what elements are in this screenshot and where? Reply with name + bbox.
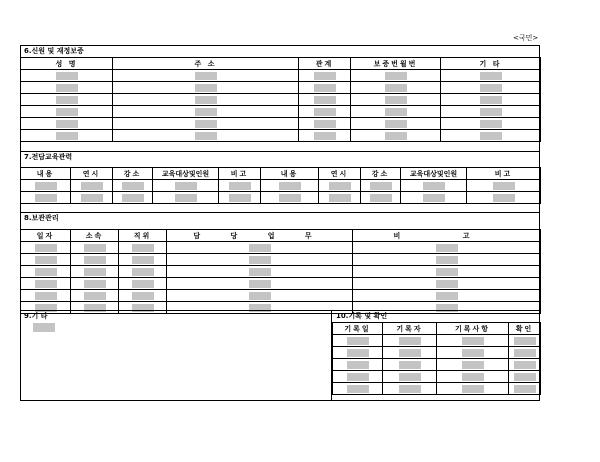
guarantee-cell-fill — [385, 84, 407, 92]
guarantee-header-name: 성 명 — [21, 58, 113, 70]
records-cell-fill — [462, 373, 484, 381]
security-cell-fill — [35, 280, 57, 288]
security-row — [21, 242, 541, 254]
education-cell-fill — [81, 182, 103, 190]
records-cell — [509, 359, 541, 371]
security-cell-fill — [84, 244, 106, 252]
guarantee-cell-fill — [480, 72, 502, 80]
records-cell — [383, 371, 437, 383]
security-cell — [167, 254, 353, 266]
security-cell-fill — [436, 292, 458, 300]
guarantee-cell-fill — [314, 72, 336, 80]
security-cell — [71, 290, 119, 302]
records-table — [332, 322, 541, 395]
guarantee-cell — [441, 94, 541, 106]
section-security-title: 8.보관관리 — [24, 214, 59, 222]
education-cell-fill — [493, 182, 515, 190]
education-row — [21, 192, 541, 204]
classification-label: <국민> — [513, 34, 539, 42]
records-row — [333, 335, 541, 347]
guarantee-header-row — [21, 58, 541, 70]
guarantee-cell-fill — [385, 120, 407, 128]
education-cell-fill — [35, 194, 57, 202]
education-header-note-2: 비고 — [467, 168, 541, 180]
security-cell — [71, 302, 119, 314]
security-row — [21, 266, 541, 278]
security-cell — [167, 266, 353, 278]
education-cell — [153, 192, 219, 204]
education-cell — [261, 192, 319, 204]
guarantee-cell-fill — [56, 96, 78, 104]
security-cell — [119, 302, 167, 314]
education-cell — [401, 192, 467, 204]
guarantee-cell — [299, 130, 351, 142]
education-header-place: 강소 — [113, 168, 153, 180]
education-cell — [319, 192, 361, 204]
education-header-date-2: 연시 — [319, 168, 361, 180]
security-cell-fill — [35, 292, 57, 300]
guarantee-cell-fill — [385, 108, 407, 116]
guarantee-row — [21, 94, 541, 106]
education-cell-fill — [122, 194, 144, 202]
section-other-title: 9.기 타 — [24, 312, 48, 320]
records-cell — [437, 347, 509, 359]
records-cell — [437, 359, 509, 371]
guarantee-cell — [441, 106, 541, 118]
guarantee-row — [21, 106, 541, 118]
security-cell — [119, 290, 167, 302]
guarantee-header-relation: 관계 — [299, 58, 351, 70]
security-cell — [167, 278, 353, 290]
guarantee-cell-fill — [480, 84, 502, 92]
guarantee-cell — [21, 106, 113, 118]
guarantee-cell-fill — [195, 108, 217, 116]
education-cell — [71, 180, 113, 192]
guarantee-cell — [441, 130, 541, 142]
guarantee-table — [20, 57, 541, 142]
security-header-dept: 소속 — [71, 230, 119, 242]
records-cell — [509, 335, 541, 347]
security-cell-fill — [249, 292, 271, 300]
guarantee-cell — [441, 118, 541, 130]
education-cell-fill — [229, 182, 251, 190]
education-cell-fill — [229, 194, 251, 202]
guarantee-cell — [21, 94, 113, 106]
security-cell-fill — [132, 244, 154, 252]
education-cell-fill — [175, 194, 197, 202]
records-cell — [509, 371, 541, 383]
guarantee-cell-fill — [385, 72, 407, 80]
records-row — [333, 383, 541, 395]
security-cell — [71, 278, 119, 290]
education-header-place-2: 강소 — [361, 168, 401, 180]
education-header-content-2: 내용 — [261, 168, 319, 180]
records-header-content: 기록사항 — [437, 323, 509, 335]
education-cell — [113, 180, 153, 192]
divider-section-9 — [20, 310, 540, 311]
guarantee-cell-fill — [195, 132, 217, 140]
guarantee-cell — [113, 130, 299, 142]
education-cell-fill — [329, 194, 351, 202]
guarantee-cell — [21, 82, 113, 94]
divider-section-10 — [331, 310, 332, 401]
security-cell-fill — [436, 280, 458, 288]
security-header-position: 직위 — [119, 230, 167, 242]
security-cell — [353, 278, 541, 290]
security-cell — [353, 242, 541, 254]
guarantee-cell — [113, 118, 299, 130]
records-cell-fill — [462, 361, 484, 369]
records-cell-fill — [347, 337, 369, 345]
records-cell-fill — [462, 337, 484, 345]
guarantee-cell-fill — [314, 108, 336, 116]
records-cell — [333, 383, 383, 395]
security-cell — [71, 266, 119, 278]
records-cell-fill — [514, 349, 536, 357]
security-cell — [119, 242, 167, 254]
records-cell — [333, 371, 383, 383]
security-header-note: 비 고 — [353, 230, 541, 242]
security-cell-fill — [249, 244, 271, 252]
records-cell-fill — [514, 385, 536, 393]
education-cell-fill — [175, 182, 197, 190]
education-cell-fill — [329, 182, 351, 190]
records-cell-fill — [514, 361, 536, 369]
education-cell — [21, 180, 71, 192]
section-education-title: 7.전담교육관력 — [24, 153, 73, 161]
guarantee-cell-fill — [195, 96, 217, 104]
guarantee-header-other: 기 타 — [441, 58, 541, 70]
security-cell-fill — [84, 268, 106, 276]
education-cell — [361, 192, 401, 204]
records-cell-fill — [399, 349, 421, 357]
education-header-target-2: 교육대상및인원 — [401, 168, 467, 180]
guarantee-cell — [21, 70, 113, 82]
records-cell — [383, 359, 437, 371]
guarantee-cell-fill — [56, 132, 78, 140]
education-cell — [467, 192, 541, 204]
security-row — [21, 302, 541, 314]
security-cell — [353, 266, 541, 278]
security-cell-fill — [249, 256, 271, 264]
security-row — [21, 290, 541, 302]
records-cell — [509, 347, 541, 359]
guarantee-cell-fill — [56, 72, 78, 80]
education-cell-fill — [370, 194, 392, 202]
records-cell-fill — [347, 349, 369, 357]
security-cell — [71, 254, 119, 266]
guarantee-cell-fill — [56, 84, 78, 92]
records-cell-fill — [399, 361, 421, 369]
security-cell — [167, 290, 353, 302]
security-cell — [21, 290, 71, 302]
security-table — [20, 229, 541, 314]
guarantee-cell — [113, 82, 299, 94]
records-cell-fill — [462, 349, 484, 357]
education-cell-fill — [35, 182, 57, 190]
education-cell — [71, 192, 113, 204]
records-row — [333, 371, 541, 383]
education-cell-fill — [279, 182, 301, 190]
guarantee-header-address: 주 소 — [113, 58, 299, 70]
divider-section-8 — [20, 212, 540, 213]
records-cell — [383, 335, 437, 347]
records-cell-fill — [347, 385, 369, 393]
other-content-cell — [33, 323, 55, 332]
security-header-date: 일자 — [21, 230, 71, 242]
records-cell — [333, 359, 383, 371]
education-cell-fill — [81, 194, 103, 202]
education-header-target: 교육대상및인원 — [153, 168, 219, 180]
guarantee-cell-fill — [314, 132, 336, 140]
security-cell — [167, 242, 353, 254]
records-cell — [509, 383, 541, 395]
guarantee-cell-fill — [385, 132, 407, 140]
guarantee-cell-fill — [480, 120, 502, 128]
education-cell-fill — [493, 194, 515, 202]
security-cell-fill — [436, 268, 458, 276]
security-cell-fill — [132, 292, 154, 300]
education-cell — [219, 192, 261, 204]
records-cell-fill — [399, 337, 421, 345]
records-cell-fill — [514, 337, 536, 345]
security-cell-fill — [132, 256, 154, 264]
guarantee-cell-fill — [480, 132, 502, 140]
guarantee-cell-fill — [195, 84, 217, 92]
guarantee-row — [21, 118, 541, 130]
guarantee-cell — [351, 118, 441, 130]
guarantee-cell — [113, 106, 299, 118]
section-guarantee-title: 6.신원 및 재정보증 — [24, 47, 84, 55]
guarantee-cell-fill — [195, 120, 217, 128]
security-cell — [119, 278, 167, 290]
guarantee-cell-fill — [480, 108, 502, 116]
security-cell-fill — [249, 268, 271, 276]
guarantee-cell — [299, 118, 351, 130]
guarantee-row — [21, 70, 541, 82]
guarantee-cell-fill — [56, 108, 78, 116]
guarantee-cell — [441, 82, 541, 94]
guarantee-cell — [299, 94, 351, 106]
security-cell-fill — [35, 244, 57, 252]
guarantee-cell-fill — [385, 96, 407, 104]
security-cell — [21, 242, 71, 254]
guarantee-cell — [351, 82, 441, 94]
records-header-confirm: 확인 — [509, 323, 541, 335]
security-cell-fill — [35, 268, 57, 276]
guarantee-cell — [21, 130, 113, 142]
education-cell-fill — [423, 182, 445, 190]
security-cell-fill — [436, 256, 458, 264]
security-cell — [353, 254, 541, 266]
records-row — [333, 359, 541, 371]
education-header-date: 연시 — [71, 168, 113, 180]
guarantee-cell — [351, 106, 441, 118]
education-cell-fill — [279, 194, 301, 202]
security-cell — [21, 254, 71, 266]
security-cell-fill — [84, 292, 106, 300]
security-cell — [71, 242, 119, 254]
records-cell — [383, 347, 437, 359]
records-cell — [333, 347, 383, 359]
security-cell-fill — [35, 256, 57, 264]
education-cell-fill — [370, 182, 392, 190]
guarantee-cell — [351, 70, 441, 82]
education-cell — [401, 180, 467, 192]
records-cell — [383, 383, 437, 395]
records-cell-fill — [399, 373, 421, 381]
security-row — [21, 278, 541, 290]
security-cell-fill — [84, 256, 106, 264]
education-header-row — [21, 168, 541, 180]
security-cell-fill — [132, 280, 154, 288]
education-cell — [219, 180, 261, 192]
guarantee-cell-fill — [480, 96, 502, 104]
guarantee-cell — [21, 118, 113, 130]
education-cell-fill — [122, 182, 144, 190]
records-cell-fill — [347, 373, 369, 381]
guarantee-cell — [113, 94, 299, 106]
guarantee-cell-fill — [314, 84, 336, 92]
records-cell-fill — [347, 361, 369, 369]
security-cell-fill — [132, 268, 154, 276]
guarantee-cell — [299, 70, 351, 82]
divider-section-7 — [20, 151, 540, 152]
records-header-row — [333, 323, 541, 335]
records-cell — [437, 371, 509, 383]
guarantee-cell-fill — [195, 72, 217, 80]
guarantee-row — [21, 130, 541, 142]
education-cell — [361, 180, 401, 192]
guarantee-header-number: 보증번월번 — [351, 58, 441, 70]
security-cell — [21, 278, 71, 290]
security-cell — [21, 266, 71, 278]
guarantee-cell-fill — [314, 120, 336, 128]
security-cell-fill — [249, 280, 271, 288]
security-row — [21, 254, 541, 266]
guarantee-cell-fill — [314, 96, 336, 104]
guarantee-cell — [299, 106, 351, 118]
records-cell-fill — [462, 385, 484, 393]
records-cell — [437, 335, 509, 347]
security-cell-fill — [436, 244, 458, 252]
records-cell — [437, 383, 509, 395]
security-cell-fill — [84, 280, 106, 288]
education-cell — [319, 180, 361, 192]
records-cell-fill — [399, 385, 421, 393]
security-header-duty: 담 당 업 무 — [167, 230, 353, 242]
guarantee-cell — [299, 82, 351, 94]
section-records-title: 10.기록 및 확인 — [336, 312, 388, 320]
security-cell — [119, 266, 167, 278]
records-row — [333, 347, 541, 359]
records-header-date: 기록일 — [333, 323, 383, 335]
guarantee-cell-fill — [56, 120, 78, 128]
guarantee-cell — [113, 70, 299, 82]
guarantee-cell — [351, 94, 441, 106]
records-header-writer: 기록자 — [383, 323, 437, 335]
education-table — [20, 167, 541, 204]
education-cell — [21, 192, 71, 204]
guarantee-cell — [441, 70, 541, 82]
security-cell — [119, 254, 167, 266]
education-header-content: 내용 — [21, 168, 71, 180]
records-cell-fill — [514, 373, 536, 381]
education-cell — [113, 192, 153, 204]
education-header-note: 비고 — [219, 168, 261, 180]
security-cell — [353, 290, 541, 302]
guarantee-cell — [351, 130, 441, 142]
guarantee-row — [21, 82, 541, 94]
records-cell — [333, 335, 383, 347]
security-header-row — [21, 230, 541, 242]
education-cell-fill — [423, 194, 445, 202]
education-row — [21, 180, 541, 192]
security-cell — [167, 302, 353, 314]
education-cell — [261, 180, 319, 192]
education-cell — [153, 180, 219, 192]
education-cell — [467, 180, 541, 192]
